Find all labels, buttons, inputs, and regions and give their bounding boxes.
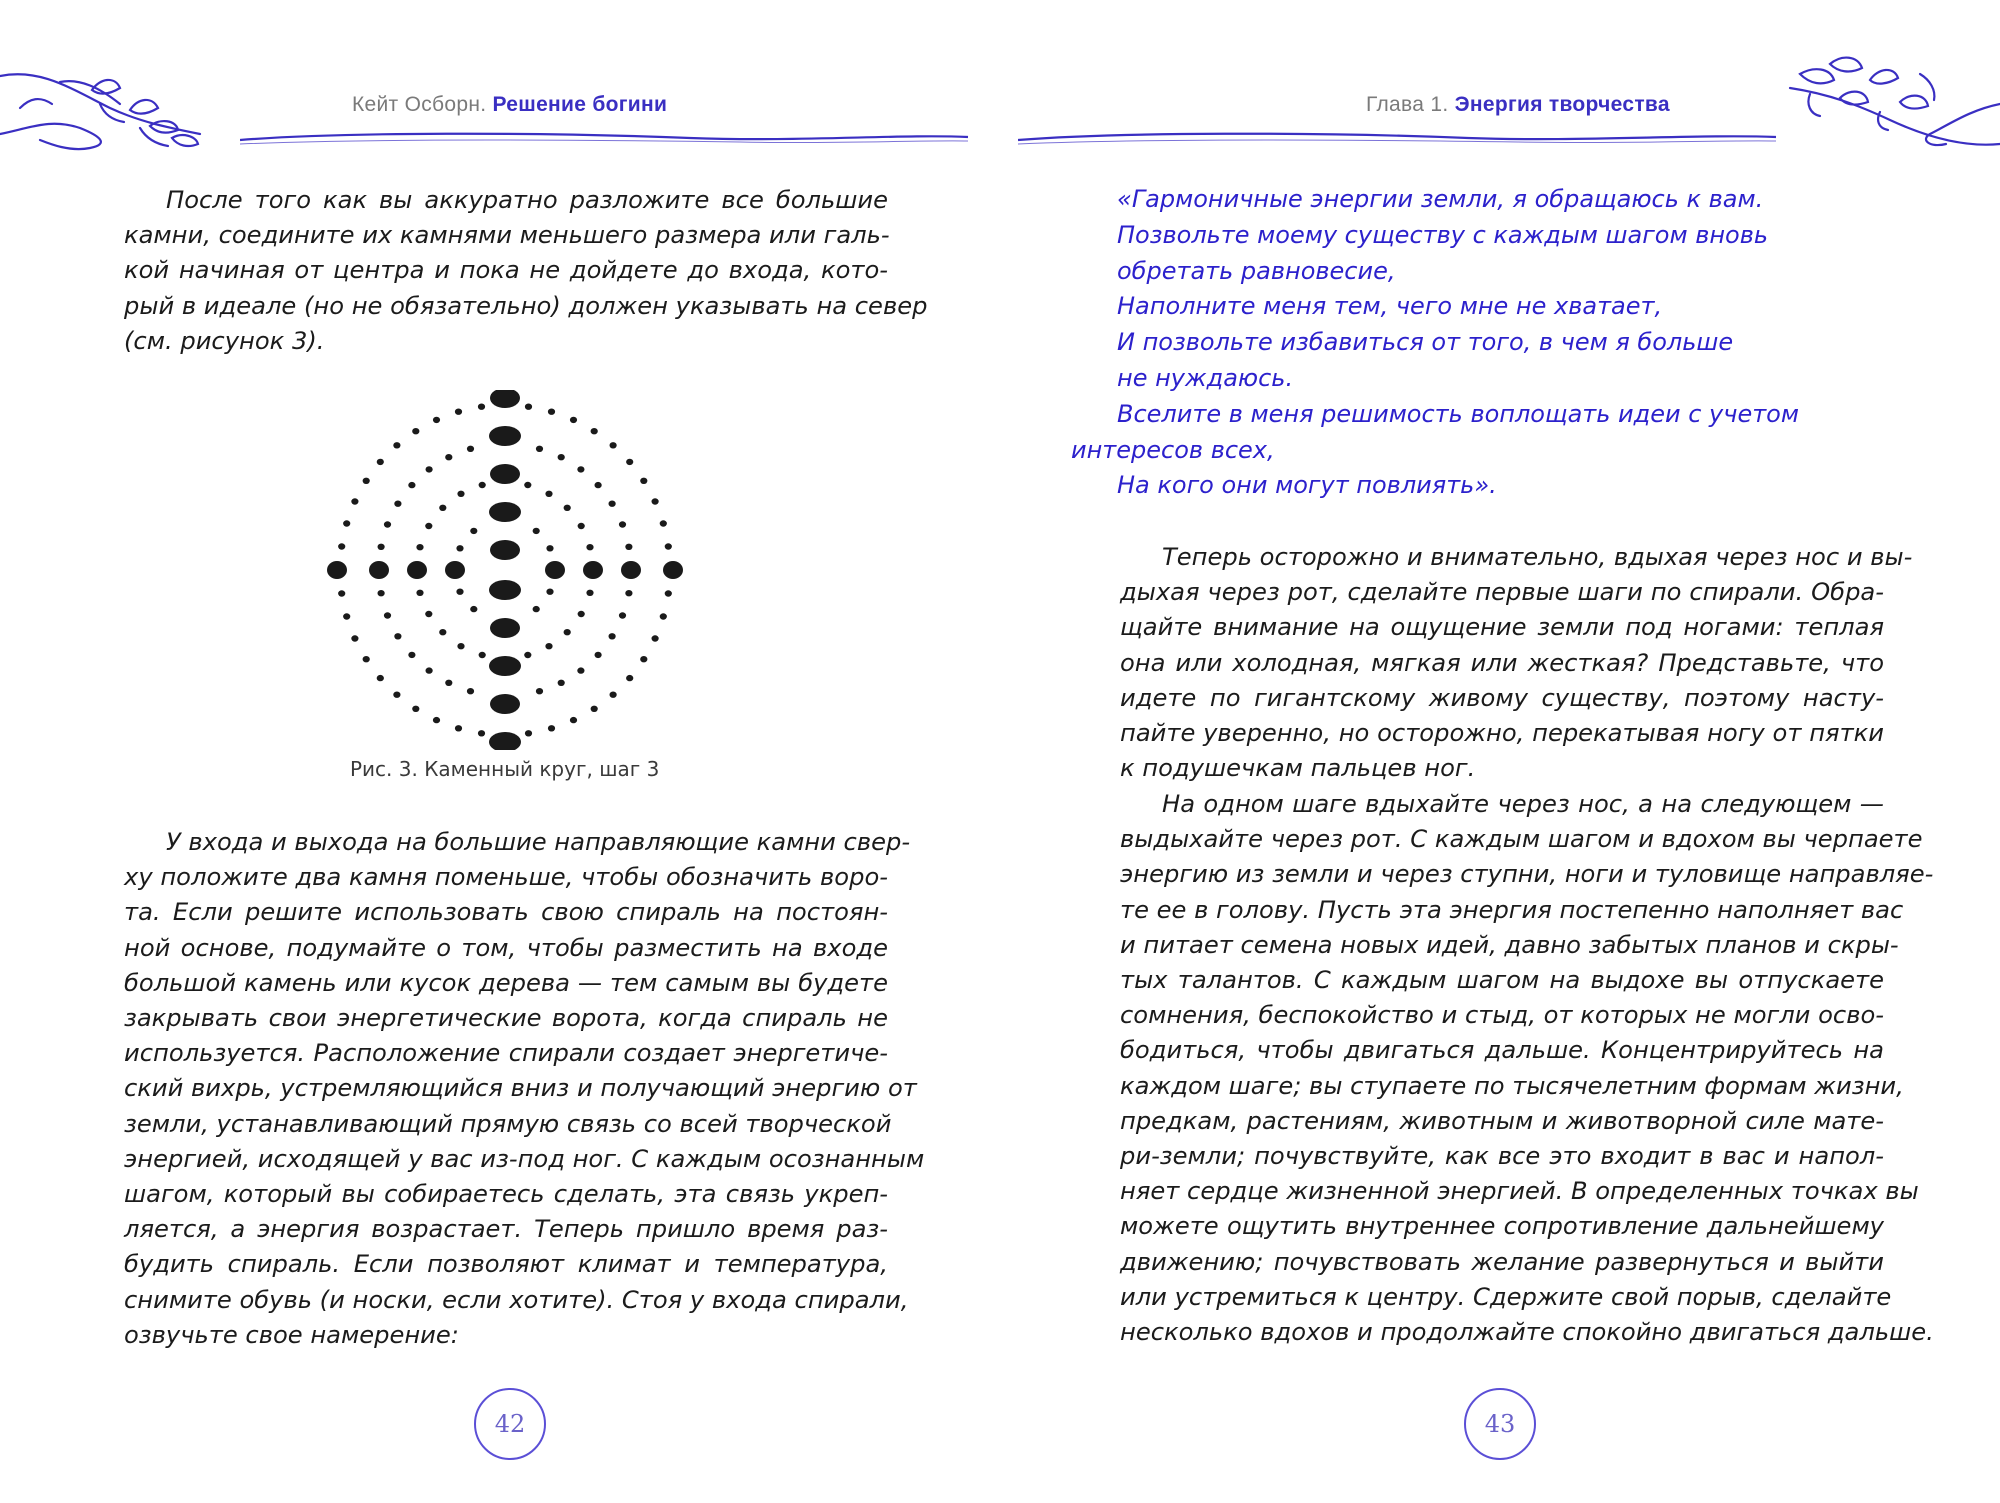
text-line: к подушечкам пальцев ног.	[1120, 754, 1476, 783]
pebble	[558, 454, 565, 460]
header-book-title: Решение богини	[492, 93, 668, 116]
pebble	[546, 545, 553, 551]
large-stone	[490, 390, 520, 408]
pebble	[478, 730, 485, 736]
large-stone	[663, 561, 683, 579]
pebble	[660, 613, 667, 619]
pebble	[378, 590, 385, 596]
quote-line: «Гармоничные энергии земли, я обращаюсь к вам.	[1117, 185, 1764, 213]
large-stone	[621, 561, 641, 579]
large-stone	[490, 540, 520, 560]
text-line: ляется, а энергия возрастает. Теперь пришло время раз-	[124, 1215, 888, 1244]
pebble	[591, 428, 598, 434]
pebble	[533, 528, 540, 534]
text-line: можете ощутить внутреннее сопротивление дальнейшему	[1120, 1212, 1884, 1241]
pebble	[363, 656, 370, 662]
pebble	[577, 466, 584, 472]
pebble	[445, 454, 452, 460]
text-line: выдыхайте через рот. С каждым шагом и вдохом вы черпаете	[1120, 825, 1923, 854]
figure-caption: Рис. 3. Каменный круг, шаг 3	[350, 757, 660, 781]
pebble	[545, 643, 552, 649]
pebble	[595, 652, 602, 658]
large-stone	[327, 561, 347, 579]
pebble	[343, 613, 350, 619]
large-stone	[490, 464, 520, 484]
large-stone	[489, 502, 521, 522]
pebble	[652, 498, 659, 504]
quote-line: На кого они могут повлиять».	[1117, 471, 1497, 500]
pebble	[558, 680, 565, 686]
pebble	[533, 606, 540, 612]
pebble	[467, 688, 474, 694]
pebble	[652, 635, 659, 641]
text-line: те ее в голову. Пусть эта энергия постепенно наполняет вас	[1120, 895, 1904, 924]
pebble	[457, 643, 464, 649]
pebble	[478, 404, 485, 410]
pebble	[479, 652, 486, 658]
header-rule-right	[1018, 128, 1778, 150]
running-header-right	[1366, 93, 1670, 117]
header-rule-left	[240, 128, 970, 150]
pebble	[455, 409, 462, 415]
text-line: предкам, растениям, животным и животворной силе мате-	[1120, 1106, 1884, 1135]
pebble	[665, 543, 672, 549]
pebble	[394, 501, 401, 507]
pebble	[408, 652, 415, 658]
text-line: энергию из земли и через ступни, ноги и туловище направляе-	[1120, 860, 1934, 889]
pebble	[479, 482, 486, 488]
pebble	[546, 589, 553, 595]
header-author: Кейт Осборн.	[352, 93, 487, 116]
pebble	[467, 446, 474, 452]
large-stone	[489, 580, 521, 600]
pebble	[338, 543, 345, 549]
pebble	[609, 501, 616, 507]
pebble	[536, 446, 543, 452]
text-line: ри-земли; почувствуйте, как все это входит в вас и напол-	[1120, 1142, 1884, 1171]
stone-circle-figure	[320, 390, 700, 750]
stone-marks	[327, 390, 683, 750]
large-stone	[489, 426, 521, 446]
quote-line: Наполните меня тем, чего мне не хватает,	[1117, 292, 1663, 321]
pebble	[393, 442, 400, 448]
pebble	[619, 612, 626, 618]
pebble	[384, 612, 391, 618]
header-chapter-title: Энергия творчества	[1454, 93, 1670, 116]
large-stone	[490, 694, 520, 714]
pebble	[625, 590, 632, 596]
large-stone	[583, 561, 603, 579]
pebble	[548, 725, 555, 731]
text-line: няет сердце жизненной энергией. В определенных точках вы	[1120, 1177, 1919, 1206]
pebble	[455, 725, 462, 731]
pebble	[610, 692, 617, 698]
running-header-left	[352, 93, 667, 117]
text-line: она или холодная, мягкая или жесткая? Представьте, что	[1120, 648, 1884, 677]
pebble	[457, 491, 464, 497]
pebble	[394, 633, 401, 639]
hand-branch-illustration-right-icon	[1770, 44, 2000, 164]
pebble	[439, 629, 446, 635]
pebble	[640, 478, 647, 484]
pebble	[619, 521, 626, 527]
quote-line: обретать равновесие,	[1117, 256, 1396, 285]
text-line: используется. Расположение спирали создает энергетиче-	[124, 1039, 888, 1068]
pebble	[610, 442, 617, 448]
pebble	[548, 409, 555, 415]
page-number-left: 42	[474, 1388, 546, 1460]
large-stone	[489, 732, 521, 750]
pebble	[377, 459, 384, 465]
pebble	[564, 629, 571, 635]
pebble	[393, 692, 400, 698]
large-stone	[445, 561, 465, 579]
pebble	[412, 428, 419, 434]
text-line: щайте внимание на ощущение земли под ногами: теплая	[1120, 613, 1884, 642]
pebble	[408, 482, 415, 488]
text-line: земли, устанавливающий прямую связь со всей творческой	[124, 1109, 892, 1138]
pebble	[626, 675, 633, 681]
large-stone	[489, 656, 521, 676]
pebble	[470, 528, 477, 534]
quote-line: Вселите в меня решимость воплощать идеи с учетом	[1117, 399, 1799, 428]
hand-branch-illustration-left-icon	[0, 48, 240, 158]
text-line: Теперь осторожно и внимательно, вдыхая через нос и вы-	[1162, 543, 1913, 571]
text-line: дыхая через рот, сделайте первые шаги по спирали. Обра-	[1120, 578, 1884, 607]
text-line: тых талантов. С каждым шагом на выдохе вы отпускаете	[1120, 966, 1884, 995]
pebble	[426, 667, 433, 673]
text-line: бодиться, чтобы двигаться дальше. Концентрируйтесь на	[1120, 1036, 1884, 1065]
quote-line: интересов всех,	[1071, 435, 1275, 464]
pebble	[564, 505, 571, 511]
pebble	[578, 523, 585, 529]
pebble	[433, 717, 440, 723]
text-line: энергией, исходящей у вас из-под ног. С каждым осознанным	[124, 1144, 925, 1173]
text-line: (см. рисунок 3).	[124, 326, 325, 355]
text-line: снимите обувь (и носки, если хотите). Стоя у входа спирали,	[124, 1285, 909, 1314]
pebble	[586, 590, 593, 596]
text-line: ху положите два камня поменьше, чтобы обозначить воро-	[124, 863, 888, 892]
text-line: рый в идеале (но не обязательно) должен указывать на север	[124, 291, 928, 320]
text-line: У входа и выхода на большие направляющие камни свер-	[166, 828, 911, 856]
pebble	[416, 544, 423, 550]
pebble	[343, 520, 350, 526]
pebble	[351, 498, 358, 504]
invocation-quote	[1071, 182, 1885, 504]
quote-line: не нуждаюсь.	[1117, 363, 1294, 392]
pebble	[351, 635, 358, 641]
pebble	[456, 545, 463, 551]
pebble	[439, 505, 446, 511]
text-line: закрывать свои энергетические ворота, когда спираль не	[124, 1004, 888, 1033]
pebble	[425, 523, 432, 529]
pebble	[338, 590, 345, 596]
text-line: озвучьте свое намерение:	[124, 1320, 459, 1349]
text-line: После того как вы аккуратно разложите все большие	[166, 186, 888, 214]
pebble	[384, 521, 391, 527]
large-stone	[369, 561, 389, 579]
pebble	[456, 589, 463, 595]
pebble	[445, 680, 452, 686]
pebble	[660, 520, 667, 526]
text-line: идете по гигантскому живому существу, поэтому насту-	[1120, 683, 1884, 712]
pebble	[577, 667, 584, 673]
pebble	[570, 717, 577, 723]
pebble	[626, 459, 633, 465]
pebble	[433, 417, 440, 423]
pebble	[524, 652, 531, 658]
pebble	[591, 706, 598, 712]
text-line: и питает семена новых идей, давно забытых планов и скры-	[1120, 930, 1899, 959]
text-line: кой начиная от центра и пока не дойдете до входа, кото-	[124, 256, 888, 285]
pebble	[586, 544, 593, 550]
text-line: шагом, который вы собираетесь сделать, эта связь укреп-	[124, 1180, 888, 1209]
pebble	[545, 491, 552, 497]
pebble	[524, 482, 531, 488]
header-chapter: Глава 1.	[1366, 93, 1449, 116]
text-line: движению; почувствовать желание развернуться и выйти	[1120, 1247, 1884, 1276]
text-line: ной основе, подумайте о том, чтобы разместить на входе	[124, 933, 888, 962]
pebble	[609, 633, 616, 639]
text-line: пайте уверенно, но осторожно, перекатывая ногу от пятки	[1120, 719, 1884, 748]
left-paragraph-1	[124, 183, 928, 359]
pebble	[595, 482, 602, 488]
pebble	[470, 606, 477, 612]
pebble	[640, 656, 647, 662]
pebble	[578, 611, 585, 617]
pebble	[377, 675, 384, 681]
text-line: каждом шаге; вы ступаете по тысячелетним формам жизни,	[1120, 1071, 1904, 1100]
pebble	[412, 706, 419, 712]
large-stone	[490, 618, 520, 638]
pebble	[625, 544, 632, 550]
right-paragraph-1	[1120, 540, 1913, 786]
text-line: та. Если решите использовать свою спираль на постоян-	[124, 898, 888, 927]
text-line: несколько вдохов и продолжайте спокойно двигаться дальше.	[1120, 1318, 1934, 1347]
text-line: или устремиться к центру. Сдержите свой порыв, сделайте	[1120, 1282, 1892, 1311]
text-line: сомнения, беспокойство и стыд, от которых не могли осво-	[1120, 1001, 1884, 1030]
page-number-right: 43	[1464, 1388, 1536, 1460]
quote-line: Позвольте моему существу с каждым шагом вновь	[1117, 220, 1769, 249]
pebble	[536, 688, 543, 694]
text-line: большой камень или кусок дерева — тем самым вы будете	[124, 968, 888, 997]
right-paragraph-2	[1120, 787, 1934, 1350]
text-line: камни, соедините их камнями меньшего размера или галь-	[124, 221, 890, 250]
large-stone	[545, 561, 565, 579]
left-paragraph-2	[124, 825, 925, 1353]
quote-line: И позвольте избавиться от того, в чем я больше	[1117, 328, 1734, 357]
pebble	[665, 590, 672, 596]
text-line: ский вихрь, устремляющийся вниз и получающий энергию от	[124, 1074, 917, 1103]
text-line: будить спираль. Если позволяют климат и температура,	[124, 1250, 888, 1279]
text-line: На одном шаге вдыхайте через нос, а на следующем —	[1162, 790, 1884, 818]
pebble	[378, 544, 385, 550]
pebble	[570, 417, 577, 423]
pebble	[363, 478, 370, 484]
large-stone	[407, 561, 427, 579]
pebble	[425, 611, 432, 617]
pebble	[525, 730, 532, 736]
pebble	[525, 404, 532, 410]
pebble	[416, 590, 423, 596]
pebble	[426, 466, 433, 472]
